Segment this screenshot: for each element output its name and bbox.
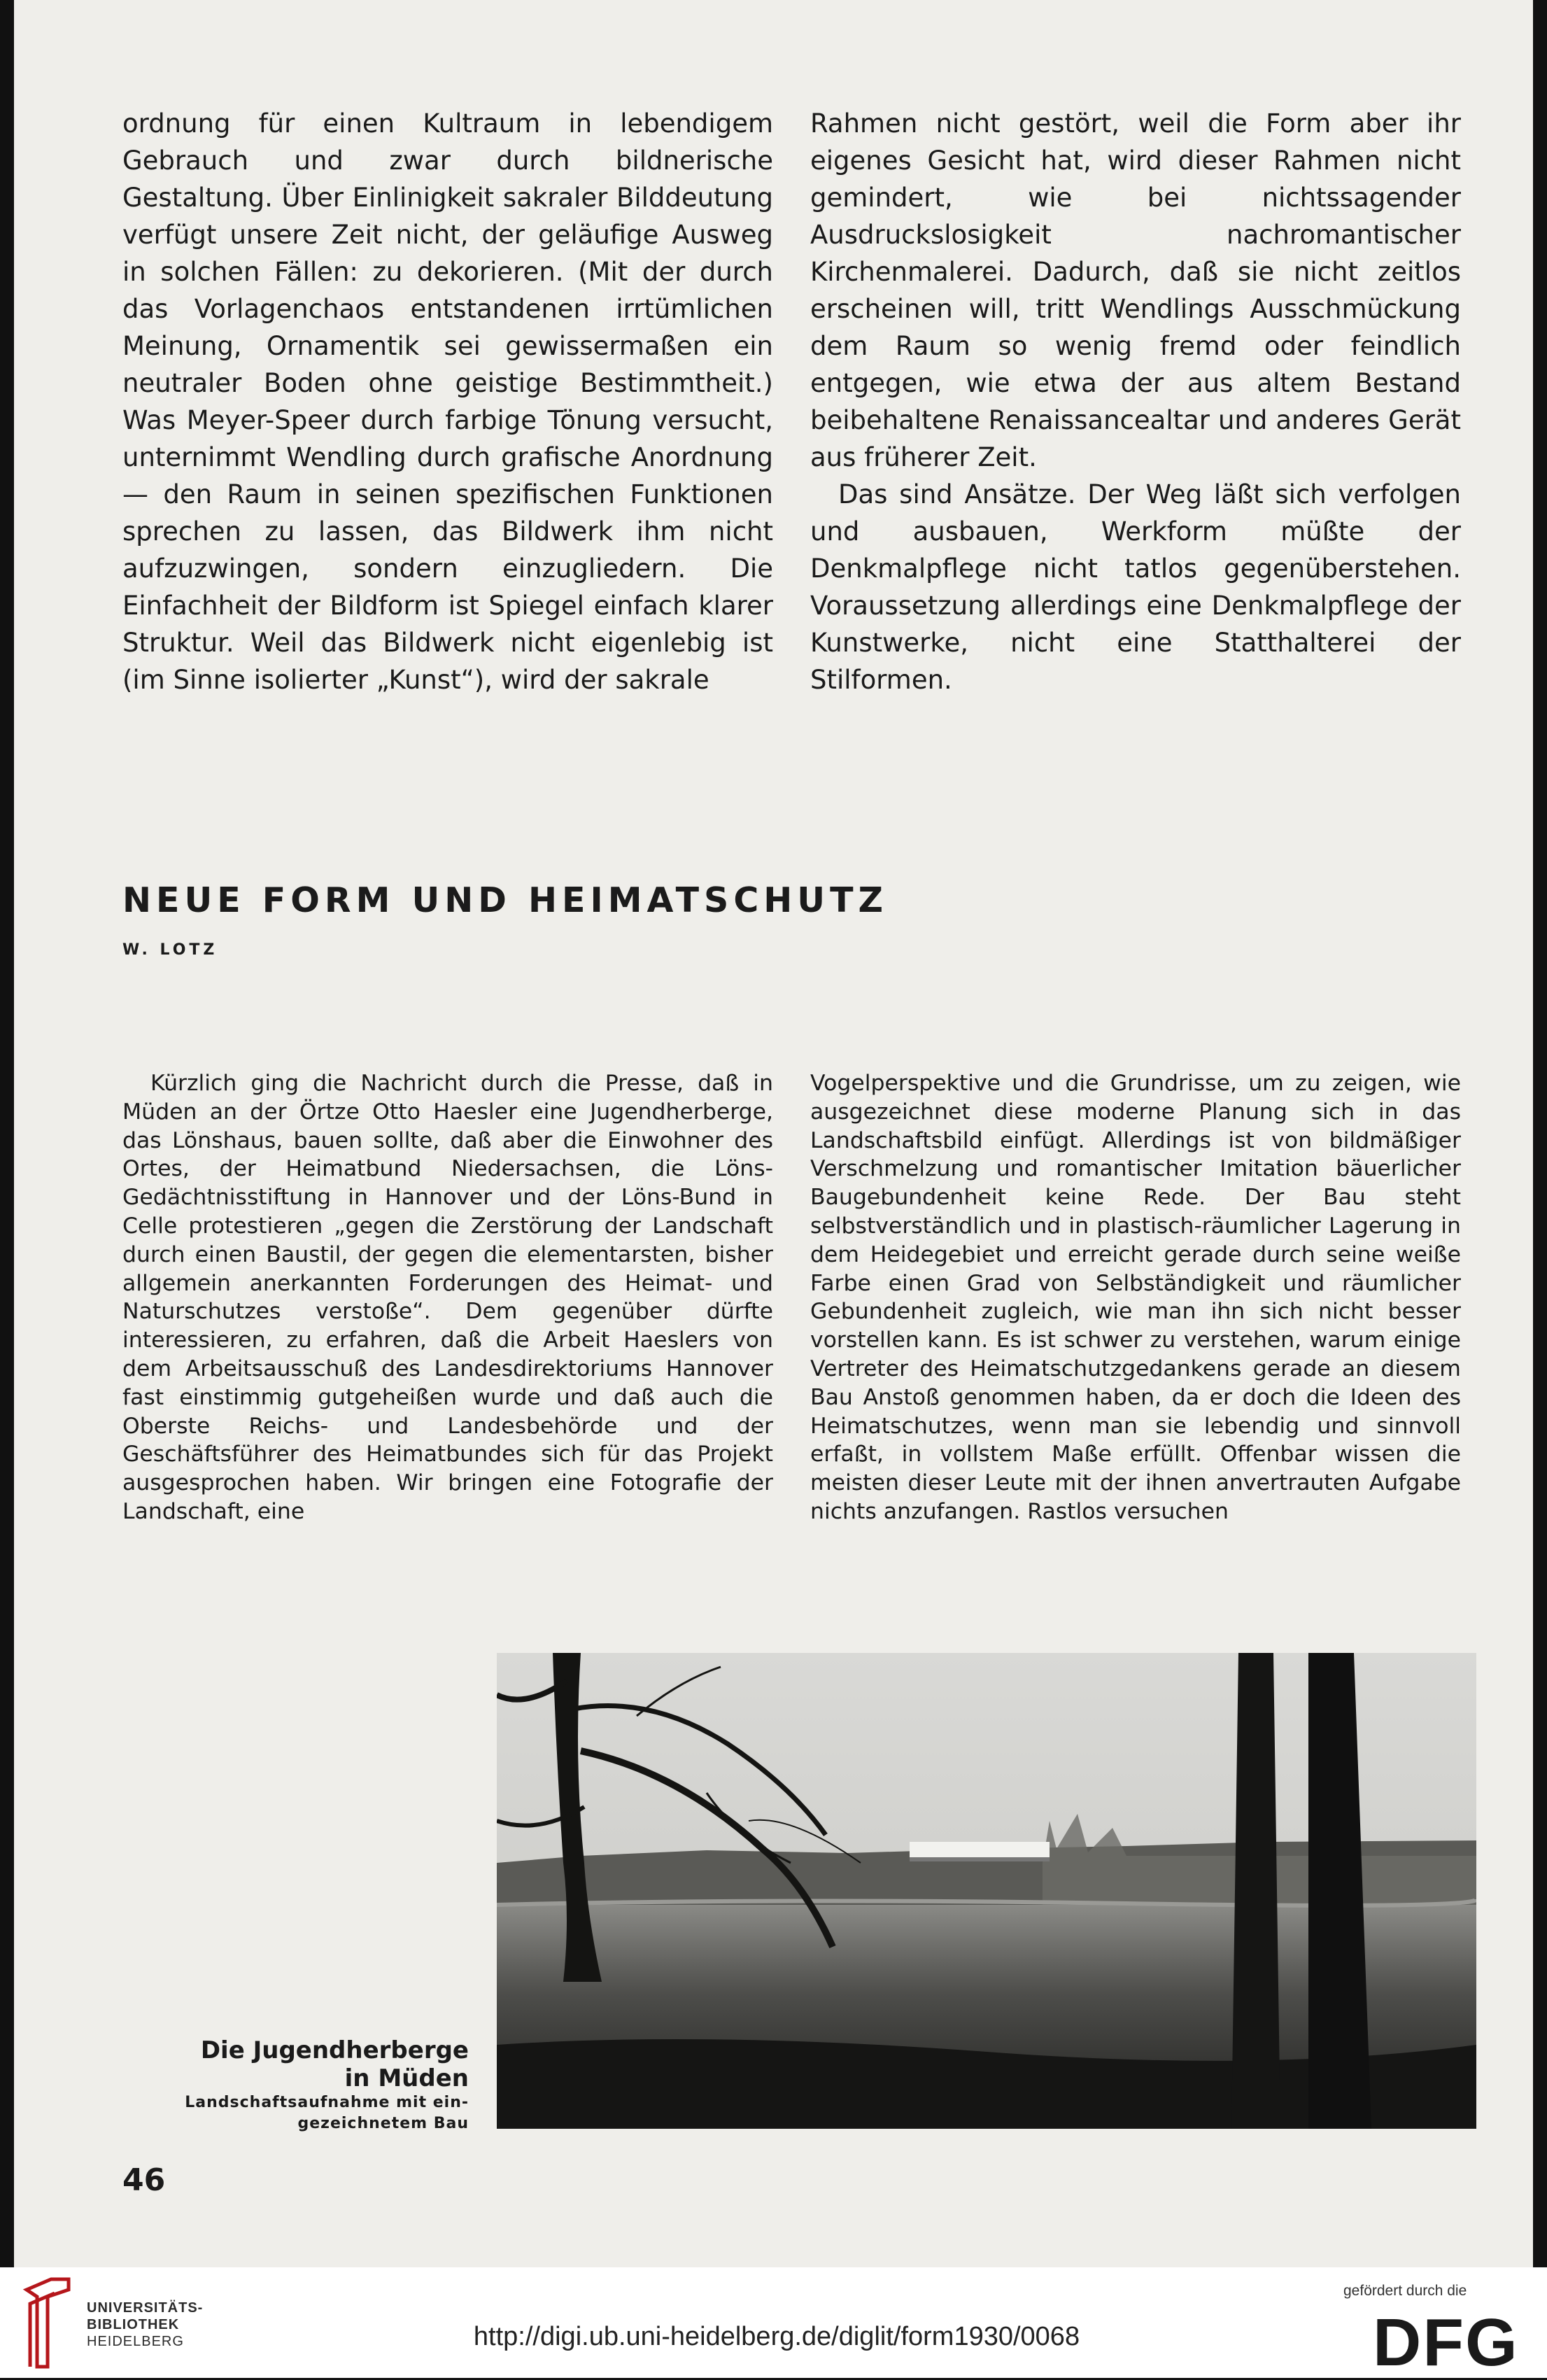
library-name-line-3: HEIDELBERG bbox=[87, 2334, 184, 2349]
caption-title-line-1: Die Jugendherberge bbox=[200, 2036, 469, 2064]
page-number: 46 bbox=[122, 2162, 166, 2198]
source-url-link[interactable]: http://digi.ub.uni-heidelberg.de/diglit/form1930/0068 bbox=[473, 2322, 1080, 2351]
article-left-paragraph: Kürzlich ging die Nachricht durch die Presse, daß in Müden an der Örtze Otto Haesler eine Jugendherberge, das Lönshaus, bauen sollte, daß aber die Einwohner des Ortes, der Heimatbund Niedersachsen, die Löns-Gedächtnisstiftung in Hannover und der Löns-Bund in Celle protestieren „gegen die Zerstörung der Landschaft durch einen Baustil, der gegen die elementarsten, bisher allgemein anerkannten Forderungen des Heimat- und Naturschutzes verstoße“. Dem gegenüber dürfte interessieren, zu erfahren, daß die Arbeit Haeslers von dem Arbeitsausschuß des Landesdirektoriums Hannover fast einstimmig gutgeheißen wurde und daß auch die Oberste Reichs- und Landesbehörde und der Geschäftsführer des Heimatbundes sich für das Projekt ausgesprochen haben. Wir bringen eine Fotografie der Landschaft, eine bbox=[122, 1071, 773, 1524]
library-name bbox=[87, 2300, 203, 2350]
digitization-footer bbox=[0, 2267, 1547, 2378]
caption-subtitle-line-2: gezeichnetem Bau bbox=[297, 2115, 469, 2132]
landscape-photo bbox=[497, 1653, 1476, 2129]
top-right-column bbox=[810, 105, 1461, 698]
dfg-logo-icon: DFG bbox=[1373, 2305, 1519, 2380]
photo-caption bbox=[119, 2036, 469, 2134]
funding-note: gefördert durch die bbox=[1343, 2283, 1467, 2299]
article-right-column bbox=[810, 1069, 1461, 1526]
top-right-paragraph-2: Das sind Ansätze. Der Weg läßt sich verfolgen und ausbauen, Werkform müßte der Denkmalpflege nicht tatlos gegenüberstehen. Voraussetzung allerdings eine Denkmalpflege der Kunstwerke, nicht eine Statthalterei der Stilformen. bbox=[810, 479, 1461, 695]
top-right-paragraph-1: Rahmen nicht gestört, weil die Form aber ihr eigenes Gesicht hat, wird dieser Rahmen nicht gemindert, wie bei nichtssagender Ausdruckslosigkeit nachromantischer Kirchenmalerei. Dadurch, daß sie nicht zeitlos erscheinen will, tritt Wendlings Ausschmückung dem Raum so wenig fremd oder feindlich entgegen, wie etwa der aus altem Bestand beibehaltene Renaissancealtar und anderes Gerät aus früherer Zeit. bbox=[810, 108, 1461, 472]
scanned-page bbox=[14, 0, 1533, 2267]
article-left-column bbox=[122, 1069, 773, 1526]
library-logo-icon bbox=[20, 2276, 73, 2371]
library-name-line-2: BIBLIOTHEK bbox=[87, 2317, 180, 2332]
caption-subtitle-line-1: Landschaftsaufnahme mit ein- bbox=[185, 2094, 469, 2111]
article-right-paragraph: Vogelperspektive und die Grundrisse, um zu zeigen, wie ausgezeichnet diese moderne Planung sich in das Landschaftsbild einfügt. Allerdings ist von bildmäßiger Verschmelzung und romantischer Imitation bäuerlicher Baugebundenheit keine Rede. Der Bau steht selbstverständlich und in plastisch-räumlicher Lagerung in dem Heidegebiet und erreicht gerade durch seine weiße Farbe einen Grad von Selbständigkeit und räumlicher Gebundenheit zugleich, wie man ihn sich nicht besser vorstellen kann. Es ist schwer zu verstehen, warum einige Vertreter des Heimatschutzgedankens gerade an diesem Bau Anstoß genommen haben, da er doch die Ideen des Heimatschutzes, wenn man sie lebendig und sinnvoll erfaßt, in vollstem Maße erfüllt. Offenbar wissen die meisten dieser Leute mit der ihnen anvertrauten Aufgabe nichts anzufangen. Rastlos versuchen bbox=[810, 1071, 1461, 1524]
caption-title-line-2: in Müden bbox=[344, 2064, 469, 2092]
library-name-line-1: UNIVERSITÄTS- bbox=[87, 2300, 204, 2316]
article-byline: W. LOTZ bbox=[122, 941, 218, 959]
article-heading: NEUE FORM UND HEIMATSCHUTZ bbox=[122, 880, 889, 920]
top-left-paragraph: ordnung für einen Kultraum in lebendigem Gebrauch und zwar durch bildnerische Gestaltung. Über Einlinigkeit sakraler Bilddeutung verfügt unsere Zeit nicht, der geläufige Ausweg in solchen Fällen: zu dekorieren. (Mit der durch das Vorlagenchaos entstandenen irrtümlichen Meinung, Ornamentik sei gewissermaßen ein neutraler Boden ohne geistige Bestimmtheit.) Was Meyer-Speer durch farbige Tönung versucht, unternimmt Wendling durch grafische Anordnung — den Raum in seinen spezifischen Funktionen sprechen zu lassen, das Bildwerk ihm nicht aufzuzwingen, sondern einzugliedern. Die Einfachheit der Bildform ist Spiegel einfach klarer Struktur. Weil das Bildwerk nicht eigenlebig ist (im Sinne isolierter „Kunst“), wird der sakrale bbox=[122, 108, 773, 695]
top-left-column bbox=[122, 105, 773, 698]
